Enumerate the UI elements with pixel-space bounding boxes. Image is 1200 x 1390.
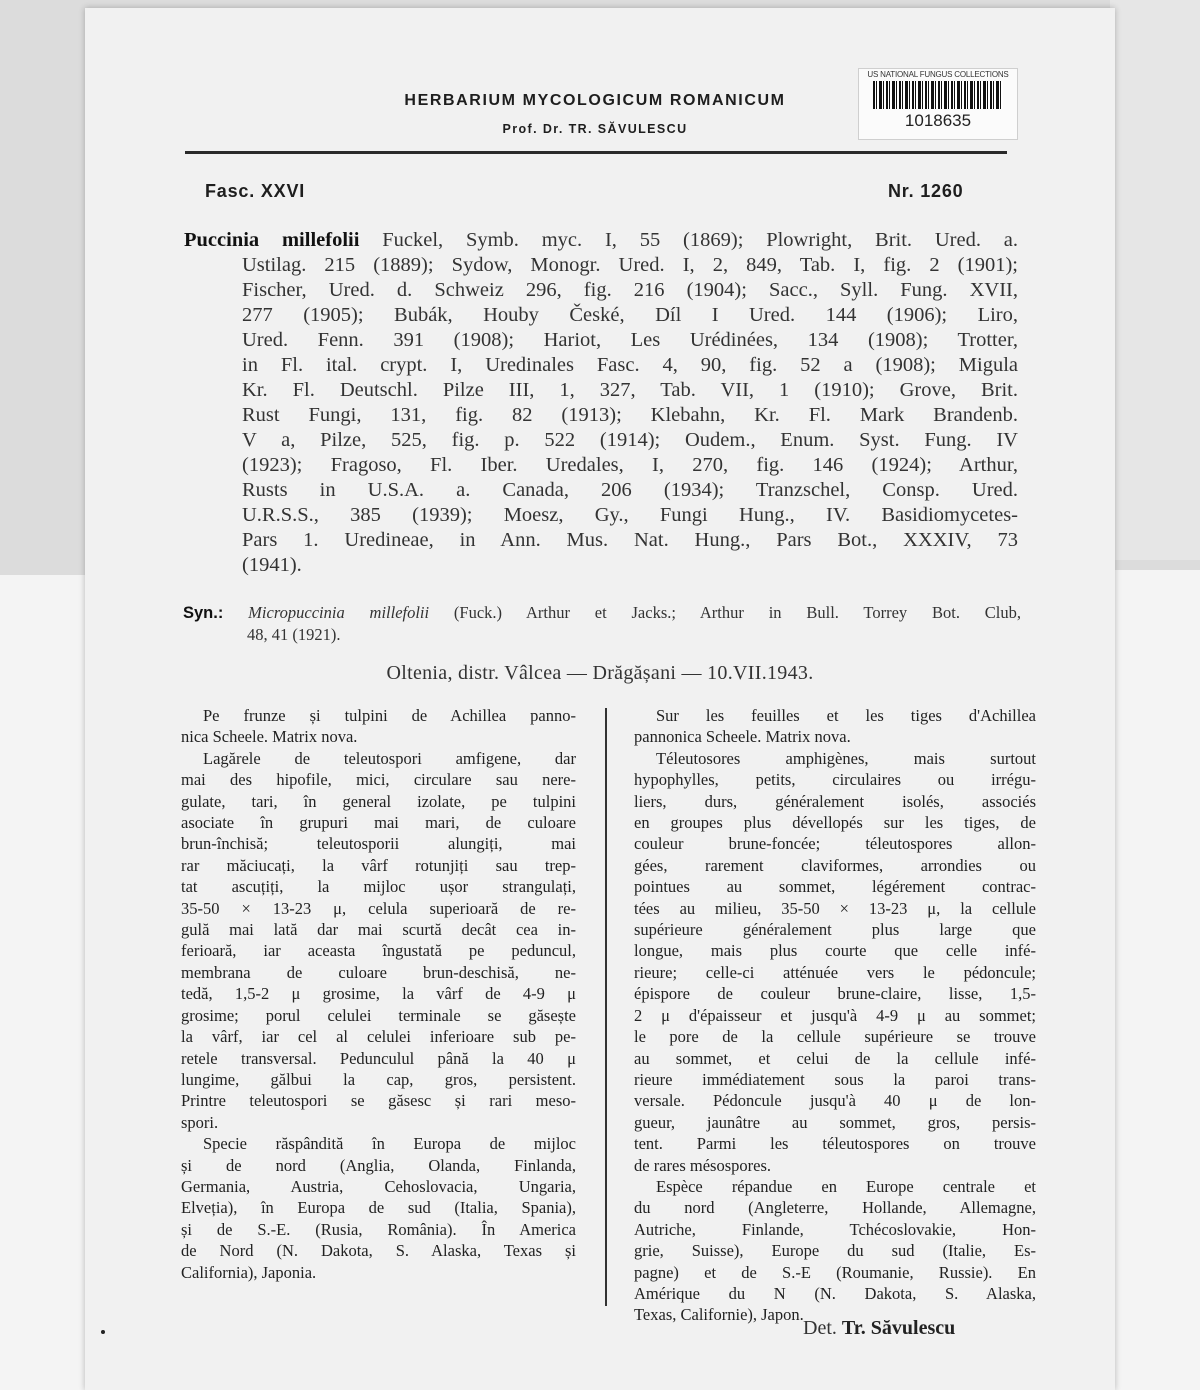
barcode-number: 1018635	[904, 111, 972, 130]
text-line: gées, rarement claviformes, arrondies ou	[634, 855, 1036, 875]
text-line: gulate, tari, în general izolate, pe tulpini	[181, 791, 576, 811]
text-line: gulă mai lată dar mai scurtă decât cea in-	[181, 920, 576, 940]
bibliography-line: Ured. Fenn. 391 (1908); Hariot, Les Urédinées, 134 (1908); Trotter,	[242, 329, 1018, 351]
bibliography-line: Puccinia millefolii Fuckel, Symb. myc. I, 55 (1869); Plowright, Brit. Ured. a.	[184, 229, 1018, 251]
text-line: versale. Pédoncule jusqu'à 40 μ de lon-	[634, 1091, 1036, 1111]
synonym-line: Syn.: Micropuccinia millefolii (Fuck.) Arthur et Jacks.; Arthur in Bull. Torrey Bot. Club,	[183, 603, 1021, 622]
text-line: Germania, Austria, Cehoslovacia, Ungaria,	[181, 1176, 576, 1196]
text-line: rieure; celle-ci atténuée vers le pédoncule;	[634, 962, 1036, 982]
text-line: tedă, 1,5-2 μ grosime, la vârf de 4-9 μ	[181, 984, 576, 1004]
text-line: Elveția), în Europa de sud (Italia, Spania),	[181, 1198, 576, 1218]
bibliography-line: 277 (1905); Bubák, Houby České, Díl I Ured. 144 (1906); Liro,	[242, 304, 1018, 326]
text-line: couleur brune-foncée; téleutospores allon-	[634, 834, 1036, 854]
herbarium-author: Prof. Dr. TR. SĂVULESCU	[502, 122, 688, 136]
description-french	[634, 705, 1036, 1326]
text-line: tées au milieu, 35-50 × 13-23 μ, la cellule	[634, 898, 1036, 918]
text-line: și de S.-E. (Rusia, România). În America	[181, 1219, 576, 1239]
species-name: Puccinia millefolii	[184, 229, 360, 251]
text-line: liers, durs, généralement isolés, associés	[634, 791, 1036, 811]
determiner: Det. Tr. Săvulescu	[803, 1317, 956, 1339]
species-bibliography	[184, 228, 1018, 578]
synonym-label: Syn.:	[183, 604, 224, 622]
bibliography-line: Fischer, Ured. d. Schweiz 296, fig. 216 (1904); Sacc., Syll. Fung. XVII,	[242, 279, 1018, 301]
text-line: la vârf, iar cel al celulei inferioare sub pe-	[181, 1027, 576, 1047]
background-surface	[1110, 0, 1200, 560]
specimen-number: Nr. 1260	[888, 181, 964, 201]
text-line: le pore de la cellule supérieure se trouve	[634, 1027, 1036, 1047]
text-line: brun-închisă; teleutosporii alungiți, mai	[181, 834, 576, 854]
text-line: mai des hipofile, mici, circulare sau nere-	[181, 770, 576, 790]
text-line: longue, mais plus courte que celle infé-	[634, 941, 1036, 961]
text-line: gueur, jaunâtre au sommet, gros, persis-	[634, 1112, 1036, 1132]
bibliography-line: Rust Fungi, 131, fig. 82 (1913); Klebahn, Kr. Fl. Mark Brandenb.	[242, 404, 1018, 426]
fascicle-number: Fasc. XXVI	[205, 181, 306, 201]
text-line: tat ascuțiți, la mijloc ușor strangulați,	[181, 877, 576, 897]
bibliography-line: Pars 1. Uredineae, in Ann. Mus. Nat. Hung., Pars Bot., XXXIV, 73	[242, 529, 1018, 551]
bibliography-line: Kr. Fl. Deutschl. Pilze III, 1, 327, Tab. VII, 1 (1910); Grove, Brit.	[242, 379, 1018, 401]
text-line: ferioară, iar aceasta îngustată pe peduncul,	[181, 941, 576, 961]
text-line: Texas, Californie), Japon.	[634, 1305, 804, 1325]
text-line: hypophylles, petits, circulaires ou irrégu-	[634, 770, 1036, 790]
synonym-block	[183, 602, 1021, 646]
text-line: au sommet, et celui de la cellule infé-	[634, 1048, 1036, 1068]
barcode-institution: US NATIONAL FUNGUS COLLECTIONS	[867, 70, 1009, 79]
text-line: lungime, gălbui la cap, gros, persistent.	[181, 1069, 576, 1089]
text-line: Sur les feuilles et les tiges d'Achillea	[656, 706, 1036, 725]
text-line: tent. Parmi les téleutospores on trouve	[634, 1134, 1036, 1154]
text-line: pointues au sommet, légérement contrac-	[634, 877, 1036, 897]
text-line: Autriche, Finlande, Tchécoslovakie, Hon-	[634, 1219, 1036, 1239]
bibliography-line: (1941).	[242, 554, 302, 576]
text-line: pagne) et de S.-E (Roumanie, Russie). En	[634, 1262, 1036, 1282]
text-line: membrana de culoare brun-deschisă, ne-	[181, 962, 576, 982]
bibliography-line: V a, Pilze, 525, fig. p. 522 (1914); Oudem., Enum. Syst. Fung. IV	[242, 429, 1018, 451]
text-line: nica Scheele. Matrix nova.	[181, 727, 358, 747]
bibliography-line: Ustilag. 215 (1889); Sydow, Monogr. Ured. I, 2, 849, Tab. I, fig. 2 (1901);	[242, 254, 1018, 276]
text-line: asociate în grupuri mai mari, de culoare	[181, 813, 576, 833]
text-line: rieure immédiatement sous la paroi trans-	[634, 1069, 1036, 1089]
text-line: grosime; porul celulei terminale se găsește	[181, 1005, 576, 1025]
bibliography-line: U.R.S.S., 385 (1939); Moesz, Gy., Fungi Hung., IV. Basidiomycetes-	[242, 504, 1018, 526]
header-divider	[185, 151, 1007, 154]
text-line: de Nord (N. Dakota, S. Alaska, Texas și	[181, 1241, 576, 1261]
text-line: Pe frunze și tulpini de Achillea panno-	[203, 706, 576, 725]
description-romanian	[181, 705, 576, 1283]
column-divider	[605, 708, 607, 1306]
text-line: 2 μ d'épaisseur et jusqu'à 4-9 μ au sommet;	[634, 1005, 1036, 1025]
text-line: California), Japonia.	[181, 1262, 317, 1282]
bibliography-line: in Fl. ital. crypt. I, Uredinales Fasc. 4, 90, fig. 52 a (1908); Migula	[242, 354, 1018, 376]
text-line: retele transversal. Pedunculul până la 40 μ	[181, 1048, 576, 1068]
text-line: Specie răspândită în Europa de mijloc	[203, 1134, 576, 1154]
bibliography-line: (1923); Fragoso, Fl. Iber. Uredales, I, 270, fig. 146 (1924); Arthur,	[242, 454, 1018, 476]
text-line: Espèce répandue en Europe centrale et	[656, 1176, 1036, 1196]
text-line: de rares mésospores.	[634, 1155, 771, 1175]
text-line: 35-50 × 13-23 μ, celula superioară de re-	[181, 898, 576, 918]
text-line: du nord (Angleterre, Hollande, Allemagne,	[634, 1198, 1036, 1218]
collection-locality: Oltenia, distr. Vâlcea — Drăgășani — 10.VII.1943.	[386, 662, 814, 684]
text-line: épispore de couleur brune-claire, lisse, 1,5-	[634, 984, 1036, 1004]
bibliography-line: Rusts in U.S.A. a. Canada, 206 (1934); Tranzschel, Consp. Ured.	[242, 479, 1018, 501]
determiner-name: Tr. Săvulescu	[841, 1317, 956, 1339]
text-line: Lagărele de teleutospori amfigene, dar	[203, 748, 576, 768]
text-line: și de nord (Anglia, Olanda, Finlanda,	[181, 1155, 576, 1175]
herbarium-title: HERBARIUM MYCOLOGICUM ROMANICUM	[404, 92, 786, 109]
text-line: pannonica Scheele. Matrix nova.	[634, 727, 851, 747]
barcode-icon	[873, 81, 1003, 109]
synonym-line: 48, 41 (1921).	[247, 625, 341, 644]
text-line: Printre teleutospori se găsesc și rari meso-	[181, 1091, 576, 1111]
text-line: rar măciucați, la vârf rotunjiți sau trep-	[181, 855, 576, 875]
text-line: Téleutosores amphigènes, mais surtout	[656, 748, 1036, 768]
text-line: grie, Suisse), Europe du sud (Italie, Es-	[634, 1241, 1036, 1261]
text-line: en groupes plus dévellopés sur les tiges, de	[634, 813, 1036, 833]
text-line: supérieure généralement plus large que	[634, 920, 1036, 940]
text-line: Amérique du N (N. Dakota, S. Alaska,	[634, 1283, 1036, 1303]
ink-dot	[101, 1330, 105, 1334]
text-line: spori.	[181, 1112, 219, 1132]
synonym-name: Micropuccinia millefolii	[248, 603, 430, 622]
